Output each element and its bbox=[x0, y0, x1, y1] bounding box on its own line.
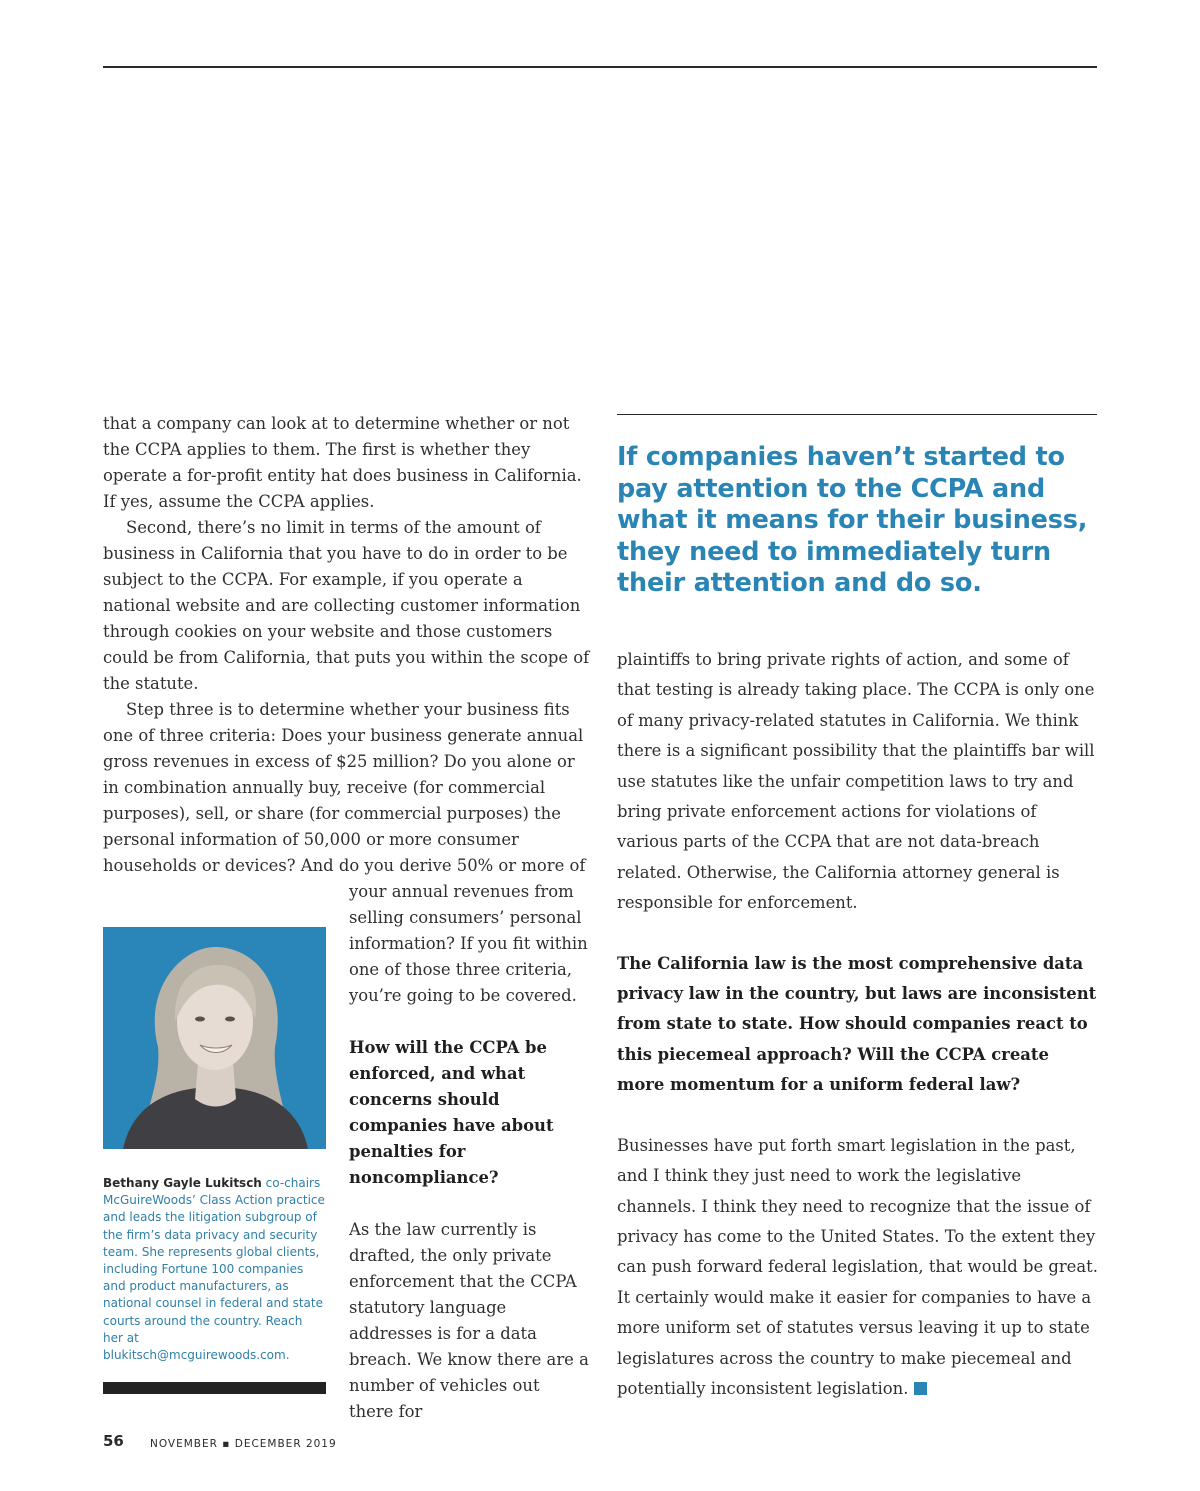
pull-quote-rule bbox=[617, 414, 1097, 415]
interview-question-federal-law: The California law is the most comprehensive data privacy law in the country, but laws are inconsistent from state to state. How should companies react to this piecemeal approach? Will the CCPA create more momentum for a uniform federal law? bbox=[617, 953, 1097, 1095]
author-name: Bethany Gayle Lukitsch bbox=[103, 1176, 262, 1190]
author-bio bbox=[103, 1175, 325, 1364]
bio-bottom-bar bbox=[103, 1382, 326, 1394]
portrait-image bbox=[103, 927, 326, 1149]
narrow-paragraph-1: your annual revenues from selling consumers’ personal information? If you fit within one of those three criteria, you’re going to be covered. bbox=[349, 882, 588, 1005]
right-paragraph-2-wrap bbox=[617, 1131, 1099, 1405]
issue-date: NOVEMBER ▪ DECEMBER 2019 bbox=[150, 1438, 337, 1450]
left-paragraph-2: Second, there’s no limit in terms of the amount of business in California that you have to do in order to be subject to the CCPA. For example, if you operate a national website and are collecting customer information through cookies on your website and those customers could be from California, that puts you within the scope of the statute. bbox=[103, 518, 590, 693]
author-photo bbox=[103, 927, 326, 1149]
left-paragraph-3: Step three is to determine whether your business fits one of three criteria: Does your business generate annual gross revenues in excess of $25 million? Do you alone or in combination annually buy, receive (for commercial purposes), sell, or share (for commercial purposes) the personal information of 50,000 or more consumer households or devices? And do you derive 50% or more of bbox=[103, 700, 586, 875]
end-of-article-mark bbox=[914, 1382, 927, 1395]
pull-quote: If companies haven’t started to pay attention to the CCPA and what it means for their business, they need to immediately turn their attention and do so. bbox=[617, 442, 1088, 598]
top-rule bbox=[103, 66, 1097, 68]
right-column bbox=[617, 645, 1099, 1404]
left-column bbox=[103, 411, 593, 879]
author-bio-text: co-chairs McGuireWoods’ Class Action practice and leads the litigation subgroup of the firm’s data privacy and security team. She represents global clients, including Fortune 100 companies and product manufacturers, as national counsel in federal and state courts around the country. Reach her at blukitsch@mcguirewoods.com. bbox=[103, 1176, 325, 1363]
page-number: 56 bbox=[103, 1432, 124, 1450]
interview-question-enforcement: How will the CCPA be enforced, and what concerns should companies have about penalties for noncompliance? bbox=[349, 1038, 554, 1187]
right-paragraph-2: Businesses have put forth smart legislation in the past, and I think they just need to work the legislative channels. I think they need to recognize that the issue of privacy has come to the United States. To the extent they can push forward federal legislation, that would be great. It certainly would make it easier for companies to have a more uniform set of statutes versus leaving it up to state legislatures across the country to make piecemeal and potentially inconsistent legislation. bbox=[617, 1135, 1098, 1398]
narrow-column bbox=[349, 879, 589, 1425]
left-paragraph-1: that a company can look at to determine whether or not the CCPA applies to them. The first is whether they operate a for-profit entity hat does business in California. If yes, assume the CCPA applies. bbox=[103, 414, 582, 511]
narrow-paragraph-2: As the law currently is drafted, the only private enforcement that the CCPA statutory language addresses is for a data breach. We know there are a number of vehicles out there for bbox=[349, 1220, 589, 1421]
right-paragraph-1: plaintiffs to bring private rights of action, and some of that testing is already taking place. The CCPA is only one of many privacy-related statutes in California. We think there is a significant possibility that the plaintiffs bar will use statutes like the unfair competition laws to try and bring private enforcement actions for violations of various parts of the CCPA that are not data-breach related. Otherwise, the California attorney general is responsible for enforcement. bbox=[617, 650, 1095, 913]
